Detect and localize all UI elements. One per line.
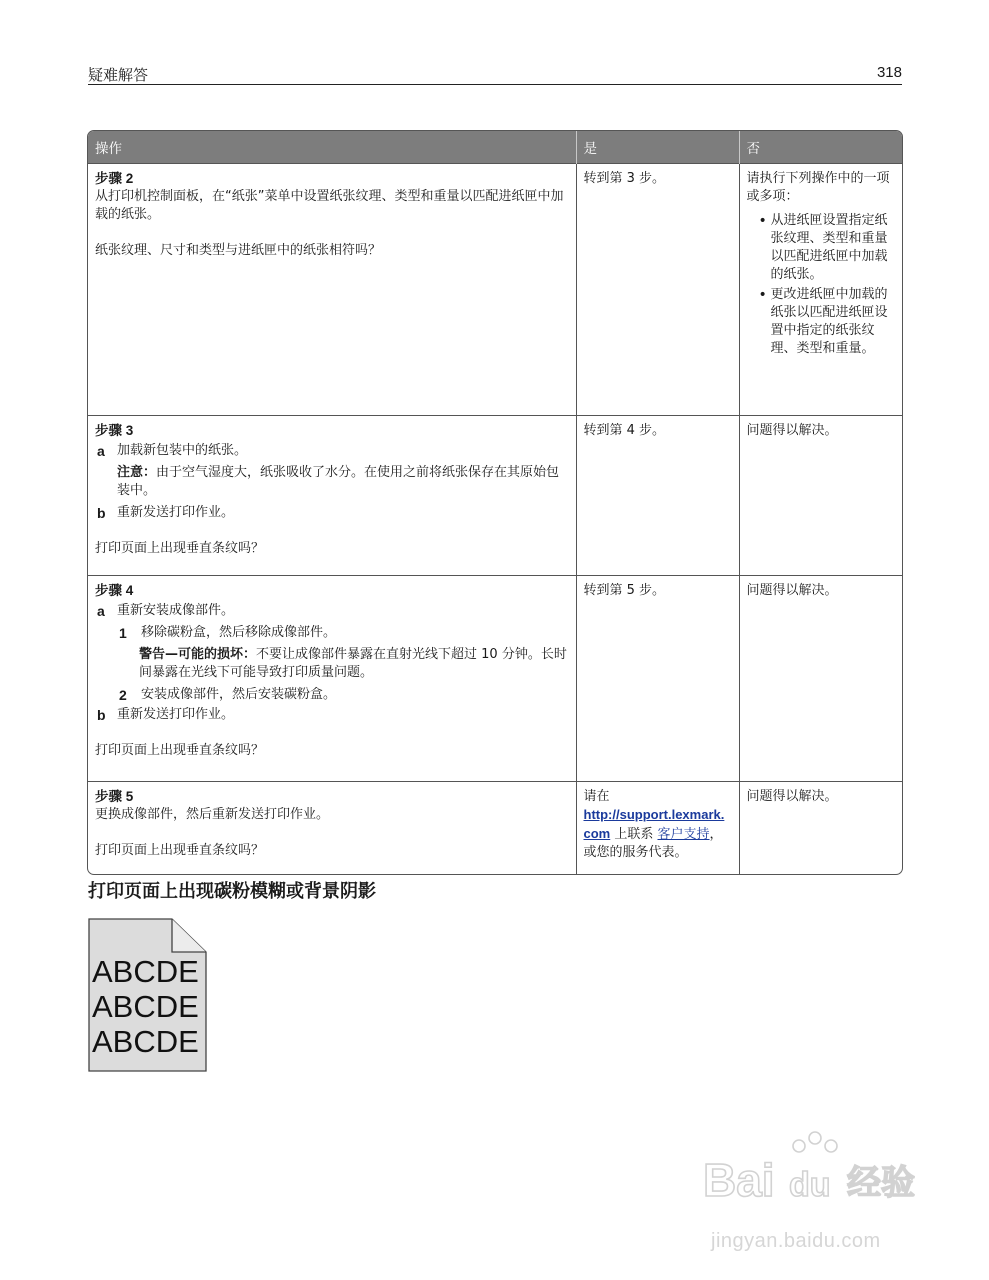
- table-row: [88, 164, 902, 416]
- step-title: 步骤 3: [95, 423, 134, 438]
- illustration-line-2: ABCDE: [92, 989, 199, 1024]
- svg-text:经验: 经验: [847, 1163, 915, 1203]
- nested-step: [117, 686, 569, 704]
- sub-step-marker: a: [97, 603, 105, 619]
- watermark-url: jingyan.baidu.com: [711, 1230, 881, 1252]
- page-number: 318: [876, 64, 902, 81]
- sub-step-text: 重新安装成像部件。: [117, 603, 235, 618]
- sub-step-text: 重新发送打印作业。: [117, 707, 235, 722]
- sub-step-text: 加载新包装中的纸张。: [117, 443, 248, 458]
- step-title: 步骤 4: [95, 583, 134, 598]
- no-cell: [739, 164, 902, 416]
- list-item: • 从进纸匣设置指定纸张纹理、类型和重量以匹配进纸匣中加载的纸张。: [759, 212, 896, 284]
- svg-text:du: du: [789, 1166, 831, 1204]
- step-question: 打印页面上出现垂直条纹吗？: [95, 743, 265, 758]
- table-row: [88, 576, 902, 782]
- sub-step-text: 重新发送打印作业。: [117, 505, 235, 520]
- no-cell: 问题得以解决。: [739, 416, 902, 576]
- section-heading: 打印页面上出现碳粉模糊或背景阴影: [88, 881, 376, 902]
- note: [117, 464, 569, 500]
- list-item: • 更改进纸匣中加载的纸张以匹配进纸匣设置中指定的纸张纹理、类型和重量。: [759, 286, 896, 358]
- table-header-row: [88, 131, 902, 164]
- step-question: 打印页面上出现垂直条纹吗？: [95, 843, 265, 858]
- column-header-yes: 是: [576, 131, 739, 164]
- sub-step: [95, 504, 569, 522]
- column-header-action: 操作: [88, 131, 576, 164]
- warning: [139, 646, 569, 682]
- note-text: 由于空气湿度大，纸张吸收了水分。在使用之前将纸张保存在其原始包装中。: [117, 465, 560, 498]
- action-cell: [88, 416, 576, 576]
- step-title: 步骤 5: [95, 789, 134, 804]
- toner-smear-page-illustration: [88, 918, 208, 1072]
- illustration-line-3: ABCDE: [92, 1024, 199, 1059]
- yes-cell: 转到第 4 步。: [576, 416, 739, 576]
- baidu-logo-icon: [697, 1128, 937, 1228]
- sub-step: [95, 442, 569, 460]
- warning-text: 不要让成像部件暴露在直射光线下超过 10 分钟。长时间暴露在光线下可能导致打印质量问题。: [139, 647, 567, 680]
- support-url-link[interactable]: http://support.lexmark.com: [583, 807, 725, 841]
- nested-step-text: 安装成像部件，然后安装碳粉盒。: [141, 687, 337, 702]
- options-list: [747, 212, 896, 358]
- nested-step-marker: 1: [119, 625, 127, 641]
- yes-cell: [576, 782, 739, 874]
- page-header: [88, 62, 902, 85]
- step-question: 纸张纹理、尺寸和类型与进纸匣中的纸张相符吗？: [95, 243, 382, 258]
- sub-step: [95, 706, 569, 724]
- baidu-watermark: [697, 1128, 937, 1258]
- table-row: [88, 416, 902, 576]
- section-title: 疑难解答: [88, 66, 149, 84]
- no-cell: 问题得以解决。: [739, 782, 902, 874]
- action-cell: [88, 164, 576, 416]
- sub-step-marker: a: [97, 443, 105, 459]
- step-description: 从打印机控制面板，在“纸张”菜单中设置纸张纹理、类型和重量以匹配进纸匣中加载的纸张。: [95, 189, 564, 222]
- yes-prefix: 请在: [583, 789, 610, 804]
- no-intro: 请执行下列操作中的一项或多项：: [746, 171, 890, 204]
- no-cell: 问题得以解决。: [739, 576, 902, 782]
- yes-mid: 上联系: [610, 827, 658, 842]
- column-header-no: 否: [739, 131, 902, 164]
- sub-step-marker: b: [97, 505, 106, 521]
- sub-step: [95, 602, 569, 620]
- step-title: 步骤 2: [95, 171, 134, 186]
- table-row: [88, 782, 902, 874]
- nested-step-text: 移除碳粉盒，然后移除成像部件。: [141, 625, 337, 640]
- step-question: 打印页面上出现垂直条纹吗？: [95, 541, 265, 556]
- troubleshooting-table: [87, 130, 903, 875]
- svg-text:Bai: Bai: [703, 1154, 775, 1206]
- sub-step-marker: b: [97, 707, 106, 723]
- action-cell: [88, 576, 576, 782]
- yes-cell: 转到第 5 步。: [576, 576, 739, 782]
- nested-step-marker: 2: [119, 687, 127, 703]
- note-label: 注意：: [117, 465, 157, 480]
- warning-label: 警告—可能的损坏：: [139, 647, 257, 662]
- yes-cell: 转到第 3 步。: [576, 164, 739, 416]
- illustration-line-1: ABCDE: [92, 954, 199, 989]
- step-description: 更换成像部件，然后重新发送打印作业。: [95, 807, 330, 822]
- customer-support-link[interactable]: 客户支持: [657, 827, 710, 842]
- action-cell: [88, 782, 576, 874]
- yes-suffix: ，或您的服务代表。: [583, 827, 723, 860]
- nested-step: [117, 624, 569, 642]
